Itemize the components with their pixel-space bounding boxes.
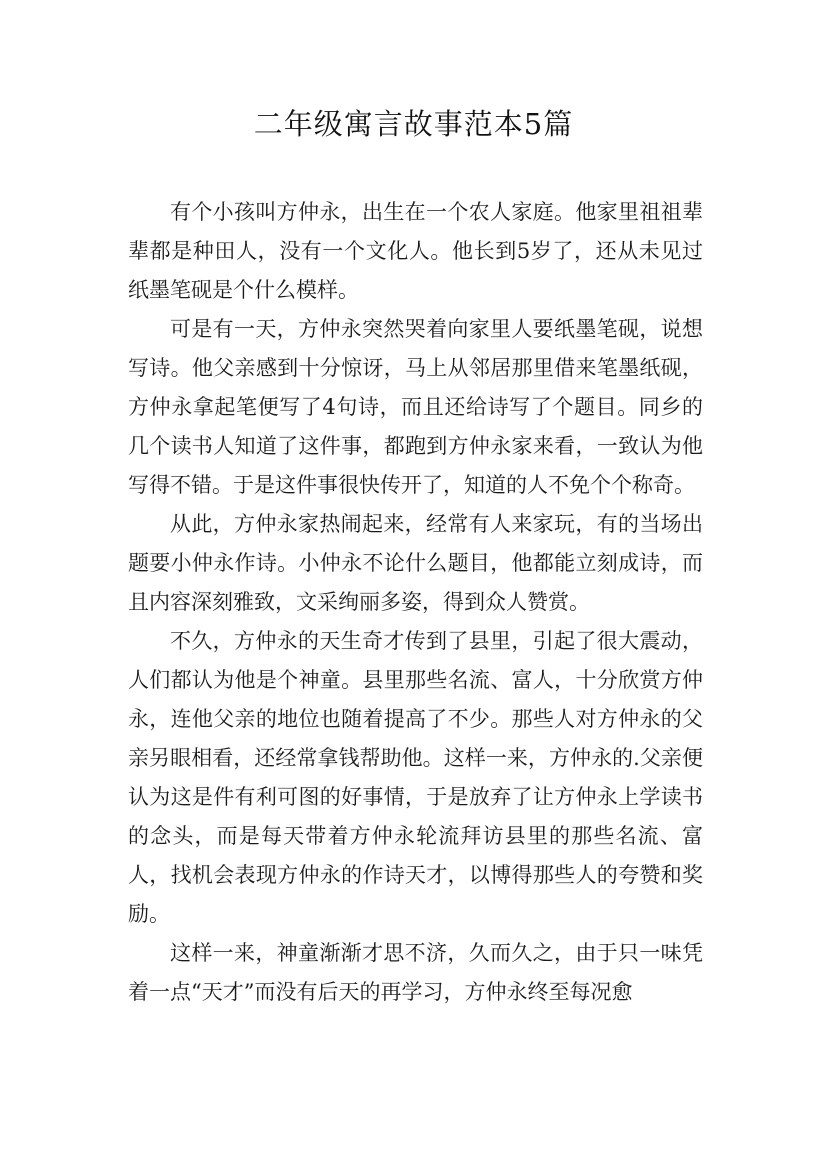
paragraph-3: 从此，方仲永家热闹起来，经常有人来家玩，有的当场出题要小仲永作诗。小仲永不论什么题目，他都能立刻成诗，而且内容深刻雅致，文采绚丽多姿，得到众人赞赏。 (128, 512, 703, 614)
document-body (128, 193, 703, 1012)
paragraph-5: 这样一来，神童渐渐才思不济，久而久之，由于只一味凭着一点“天才”而没有后天的再学习，方仲永终至每况愈 (128, 941, 703, 1004)
document-title: 二年级寓言故事范本5篇 (253, 107, 574, 141)
paragraph-2: 可是有一天，方仲永突然哭着向家里人要纸墨笔砚，说想写诗。他父亲感到十分惊讶，马上从邻居那里借来笔墨纸砚，方仲永拿起笔便写了4句诗，而且还给诗写了个题目。同乡的几个读书人知道了这件事，都跑到方仲永家来看，一致认为他写得不错。于是这件事很快传开了，知道的人不免个个称奇。 (128, 317, 703, 497)
paragraph-1: 有个小孩叫方仲永，出生在一个农人家庭。他家里祖祖辈辈都是种田人，没有一个文化人。他长到5岁了，还从未见过纸墨笔砚是个什么模样。 (128, 200, 703, 302)
paragraph-4: 不久，方仲永的天生奇才传到了县里，引起了很大震动，人们都认为他是个神童。县里那些名流、富人，十分欣赏方仲永，连他父亲的地位也随着提高了不少。那些人对方仲永的父亲另眼相看，还经常拿钱帮助他。这样一来，方仲永的.父亲便认为这是件有利可图的好事情，于是放弃了让方仲永上学读书的念头，而是每天带着方仲永轮流拜访县里的那些名流、富人，找机会表现方仲永的作诗天才，以博得那些人的夸赞和奖励。 (128, 629, 703, 926)
